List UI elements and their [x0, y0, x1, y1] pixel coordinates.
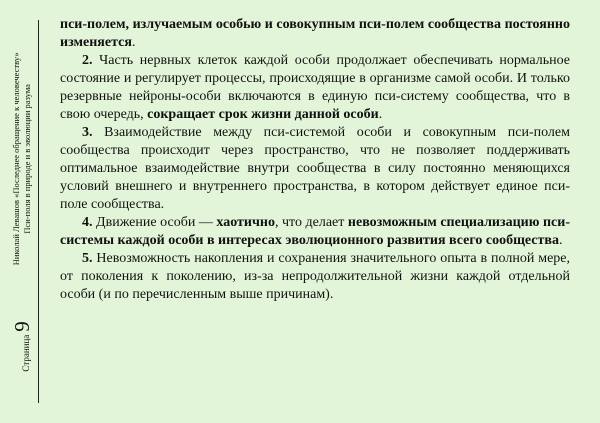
emphasized-text: 4. — [82, 215, 93, 230]
document-body — [60, 16, 570, 304]
text-run: . — [558, 233, 563, 248]
page-number: 9 — [9, 321, 34, 332]
text-run: Невозможность накопления и сохранения значительного опыта в полной мере, от поколения к поколению, из-за непродолжительной жизни каждой отдельной особи (и по перечисленным выше причинам). — [60, 251, 570, 302]
sidebar-divider — [38, 20, 39, 403]
emphasized-text: пси-полем, излучаемым особью и совокупным пси-полем сообщества постоянно изменяется — [60, 17, 570, 50]
text-run: , что делает — [274, 215, 348, 230]
book-info — [11, 52, 33, 265]
emphasized-text: 5. — [82, 251, 93, 266]
page-indicator — [9, 321, 34, 372]
chapter-title: Пси-поля в природе и в эволюции разума — [22, 84, 32, 234]
paragraph-item-2 — [60, 52, 570, 124]
text-run: Часть нервных клеток каждой особи продолжает обеспечивать нормальное состояние и регулирует процессы, происходящие в организме самой особи. И только резервные нейроны-особи включаются в единую пси-систему сообщества, что в свою очередь, — [60, 53, 570, 122]
emphasized-text: невозможным специализацию пси-системы каждой особи в интересах эволюционного развития всего сообщества — [60, 215, 571, 248]
text-run: . — [378, 107, 383, 122]
page-sidebar — [0, 0, 44, 423]
text-run: . — [131, 35, 136, 50]
paragraph-item-4 — [60, 214, 570, 250]
paragraph-continuation — [60, 16, 570, 52]
paragraph-item-3 — [60, 124, 570, 214]
text-run: Взаимодействие между пси-системой особи и совокупным пси-полем сообщества происходит через пространство, что не позволяет поддерживать оптимальное взаимодействие внутри сообщества в силу постоянно меняющихся условий внешнего и внутреннего пространства, в котором действует единое пси-поле сообщества. — [60, 125, 570, 212]
sidebar-caption — [11, 52, 33, 371]
paragraph-item-5 — [60, 250, 570, 304]
text-run: Движение особи — — [92, 215, 217, 230]
emphasized-text: хаотично — [216, 215, 275, 230]
book-author-title: Николай Левашов «Последнее обращение к человечеству» — [11, 52, 21, 266]
emphasized-text: 3. — [82, 125, 93, 140]
page-label: Страница — [20, 334, 31, 372]
emphasized-text: 2. — [82, 53, 93, 68]
emphasized-text: сокращает срок жизни данной особи — [147, 107, 379, 122]
